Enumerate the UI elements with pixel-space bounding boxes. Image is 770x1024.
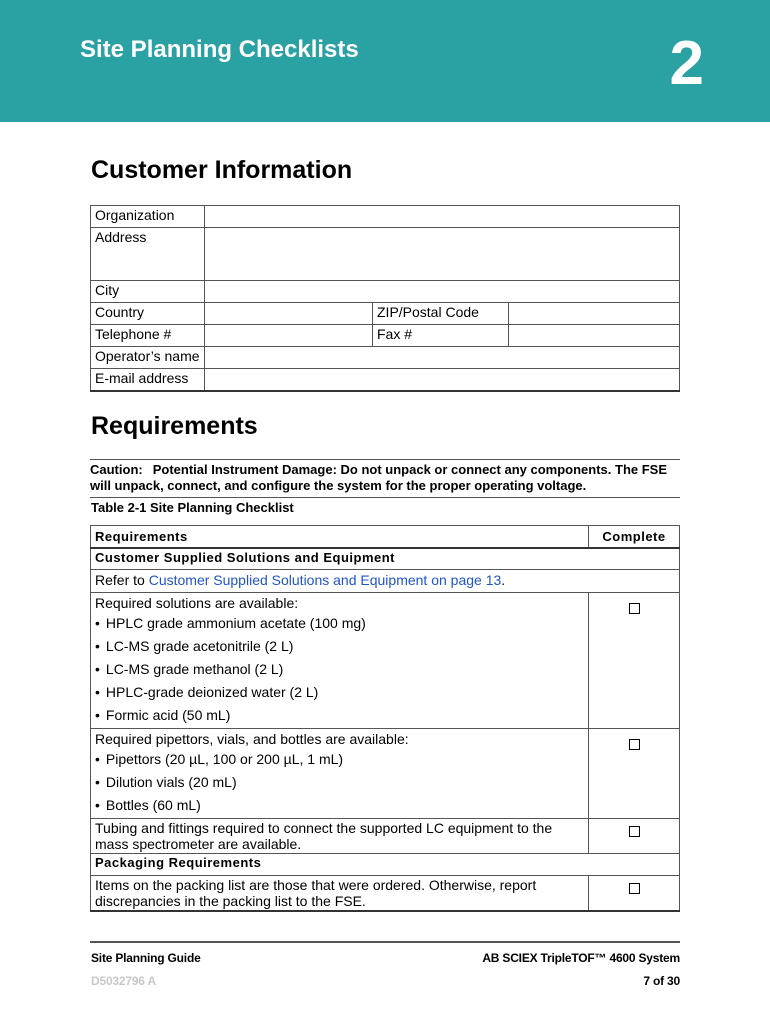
list-item: • Formic acid (50 mL) [95,704,584,727]
solutions-lead: Required solutions are available: [95,595,299,611]
info-row-email [91,369,680,391]
complete-checkbox[interactable] [629,883,640,894]
table-header-row [91,526,680,548]
list-item: • Bottles (60 mL) [95,794,584,817]
table-caption: Table 2-1 Site Planning Checklist [91,500,294,515]
footer-page-number: 7 of 30 [643,974,680,988]
info-label: Telephone # [91,325,205,347]
list-item: • HPLC-grade deionized water (2 L) [95,681,584,704]
tubing-cell: Tubing and fittings required to connect the supported LC equipment to the mass spectrometer are available. [91,819,589,854]
info-value-field [509,325,680,347]
info-row-city [91,281,680,303]
section-row [91,548,680,570]
solutions-list [95,612,584,727]
section-row [91,854,680,876]
site-planning-checklist-table [90,525,680,912]
pipettors-cell [91,729,589,819]
info-label: Address [91,228,205,281]
refer-suffix: . [501,572,506,588]
table-row [91,729,680,819]
info-label: City [91,281,205,303]
reference-row [91,570,680,593]
chapter-title: Site Planning Checklists [80,36,359,63]
info-row-telephone [91,325,680,347]
info-value-field [205,281,680,303]
info-label: ZIP/Postal Code [373,303,509,325]
chapter-number: 2 [669,29,704,98]
reference-cell [91,570,680,593]
info-label: Organization [91,206,205,228]
info-value-field [205,303,373,325]
complete-checkbox[interactable] [629,739,640,750]
info-label: Operator’s name [91,347,205,369]
customer-information-table [90,205,680,392]
complete-checkbox[interactable] [629,826,640,837]
customer-supplied-link[interactable]: Customer Supplied Solutions and Equipment on page 13 [148,572,502,588]
list-item: • HPLC grade ammonium acetate (100 mg) [95,612,584,635]
info-value-field [205,228,680,281]
packing-cell: Items on the packing list are those that were ordered. Otherwise, report discrepancies in the packing list to the FSE. [91,876,589,912]
info-value-field [205,369,680,391]
caution-text: Potential Instrument Damage: Do not unpack or connect any components. The FSE will unpack, connect, and configure the system for the proper operating voltage. [90,462,668,493]
info-label: E-mail address [91,369,205,391]
list-item: • LC-MS grade acetonitrile (2 L) [95,635,584,658]
column-header-complete: Complete [589,526,680,548]
caution-notice [90,459,680,498]
info-value-field [205,347,680,369]
complete-checkbox[interactable] [629,603,640,614]
info-value-field [205,206,680,228]
info-value-field [205,325,373,347]
footer-system-name: AB SCIEX TripleTOF™ 4600 System [482,951,680,965]
table-row [91,819,680,854]
column-header-requirements: Requirements [91,526,589,548]
list-item: • Pipettors (20 µL, 100 or 200 µL, 1 mL) [95,748,584,771]
footer-divider [90,941,680,943]
footer-guide-title: Site Planning Guide [91,951,201,965]
requirements-heading: Requirements [91,412,258,440]
info-label: Country [91,303,205,325]
info-row-organization [91,206,680,228]
info-row-address [91,228,680,281]
section-title-packaging: Packaging Requirements [91,854,680,876]
chapter-banner [0,0,770,122]
refer-prefix: Refer to [95,572,149,588]
table-row [91,876,680,912]
pipettors-lead: Required pipettors, vials, and bottles are available: [95,731,409,747]
complete-cell [589,593,680,729]
pipettors-list [95,748,584,817]
solutions-cell [91,593,589,729]
list-item: • Dilution vials (20 mL) [95,771,584,794]
complete-cell [589,876,680,912]
customer-information-heading: Customer Information [91,156,353,184]
table-row [91,593,680,729]
complete-cell [589,729,680,819]
section-title-supplied: Customer Supplied Solutions and Equipment [91,548,680,570]
caution-label: Caution: [90,462,143,477]
complete-cell [589,819,680,854]
footer-document-id: D5032796 A [91,974,156,988]
info-label: Fax # [373,325,509,347]
info-row-country [91,303,680,325]
info-row-operator [91,347,680,369]
list-item: • LC-MS grade methanol (2 L) [95,658,584,681]
info-value-field [509,303,680,325]
